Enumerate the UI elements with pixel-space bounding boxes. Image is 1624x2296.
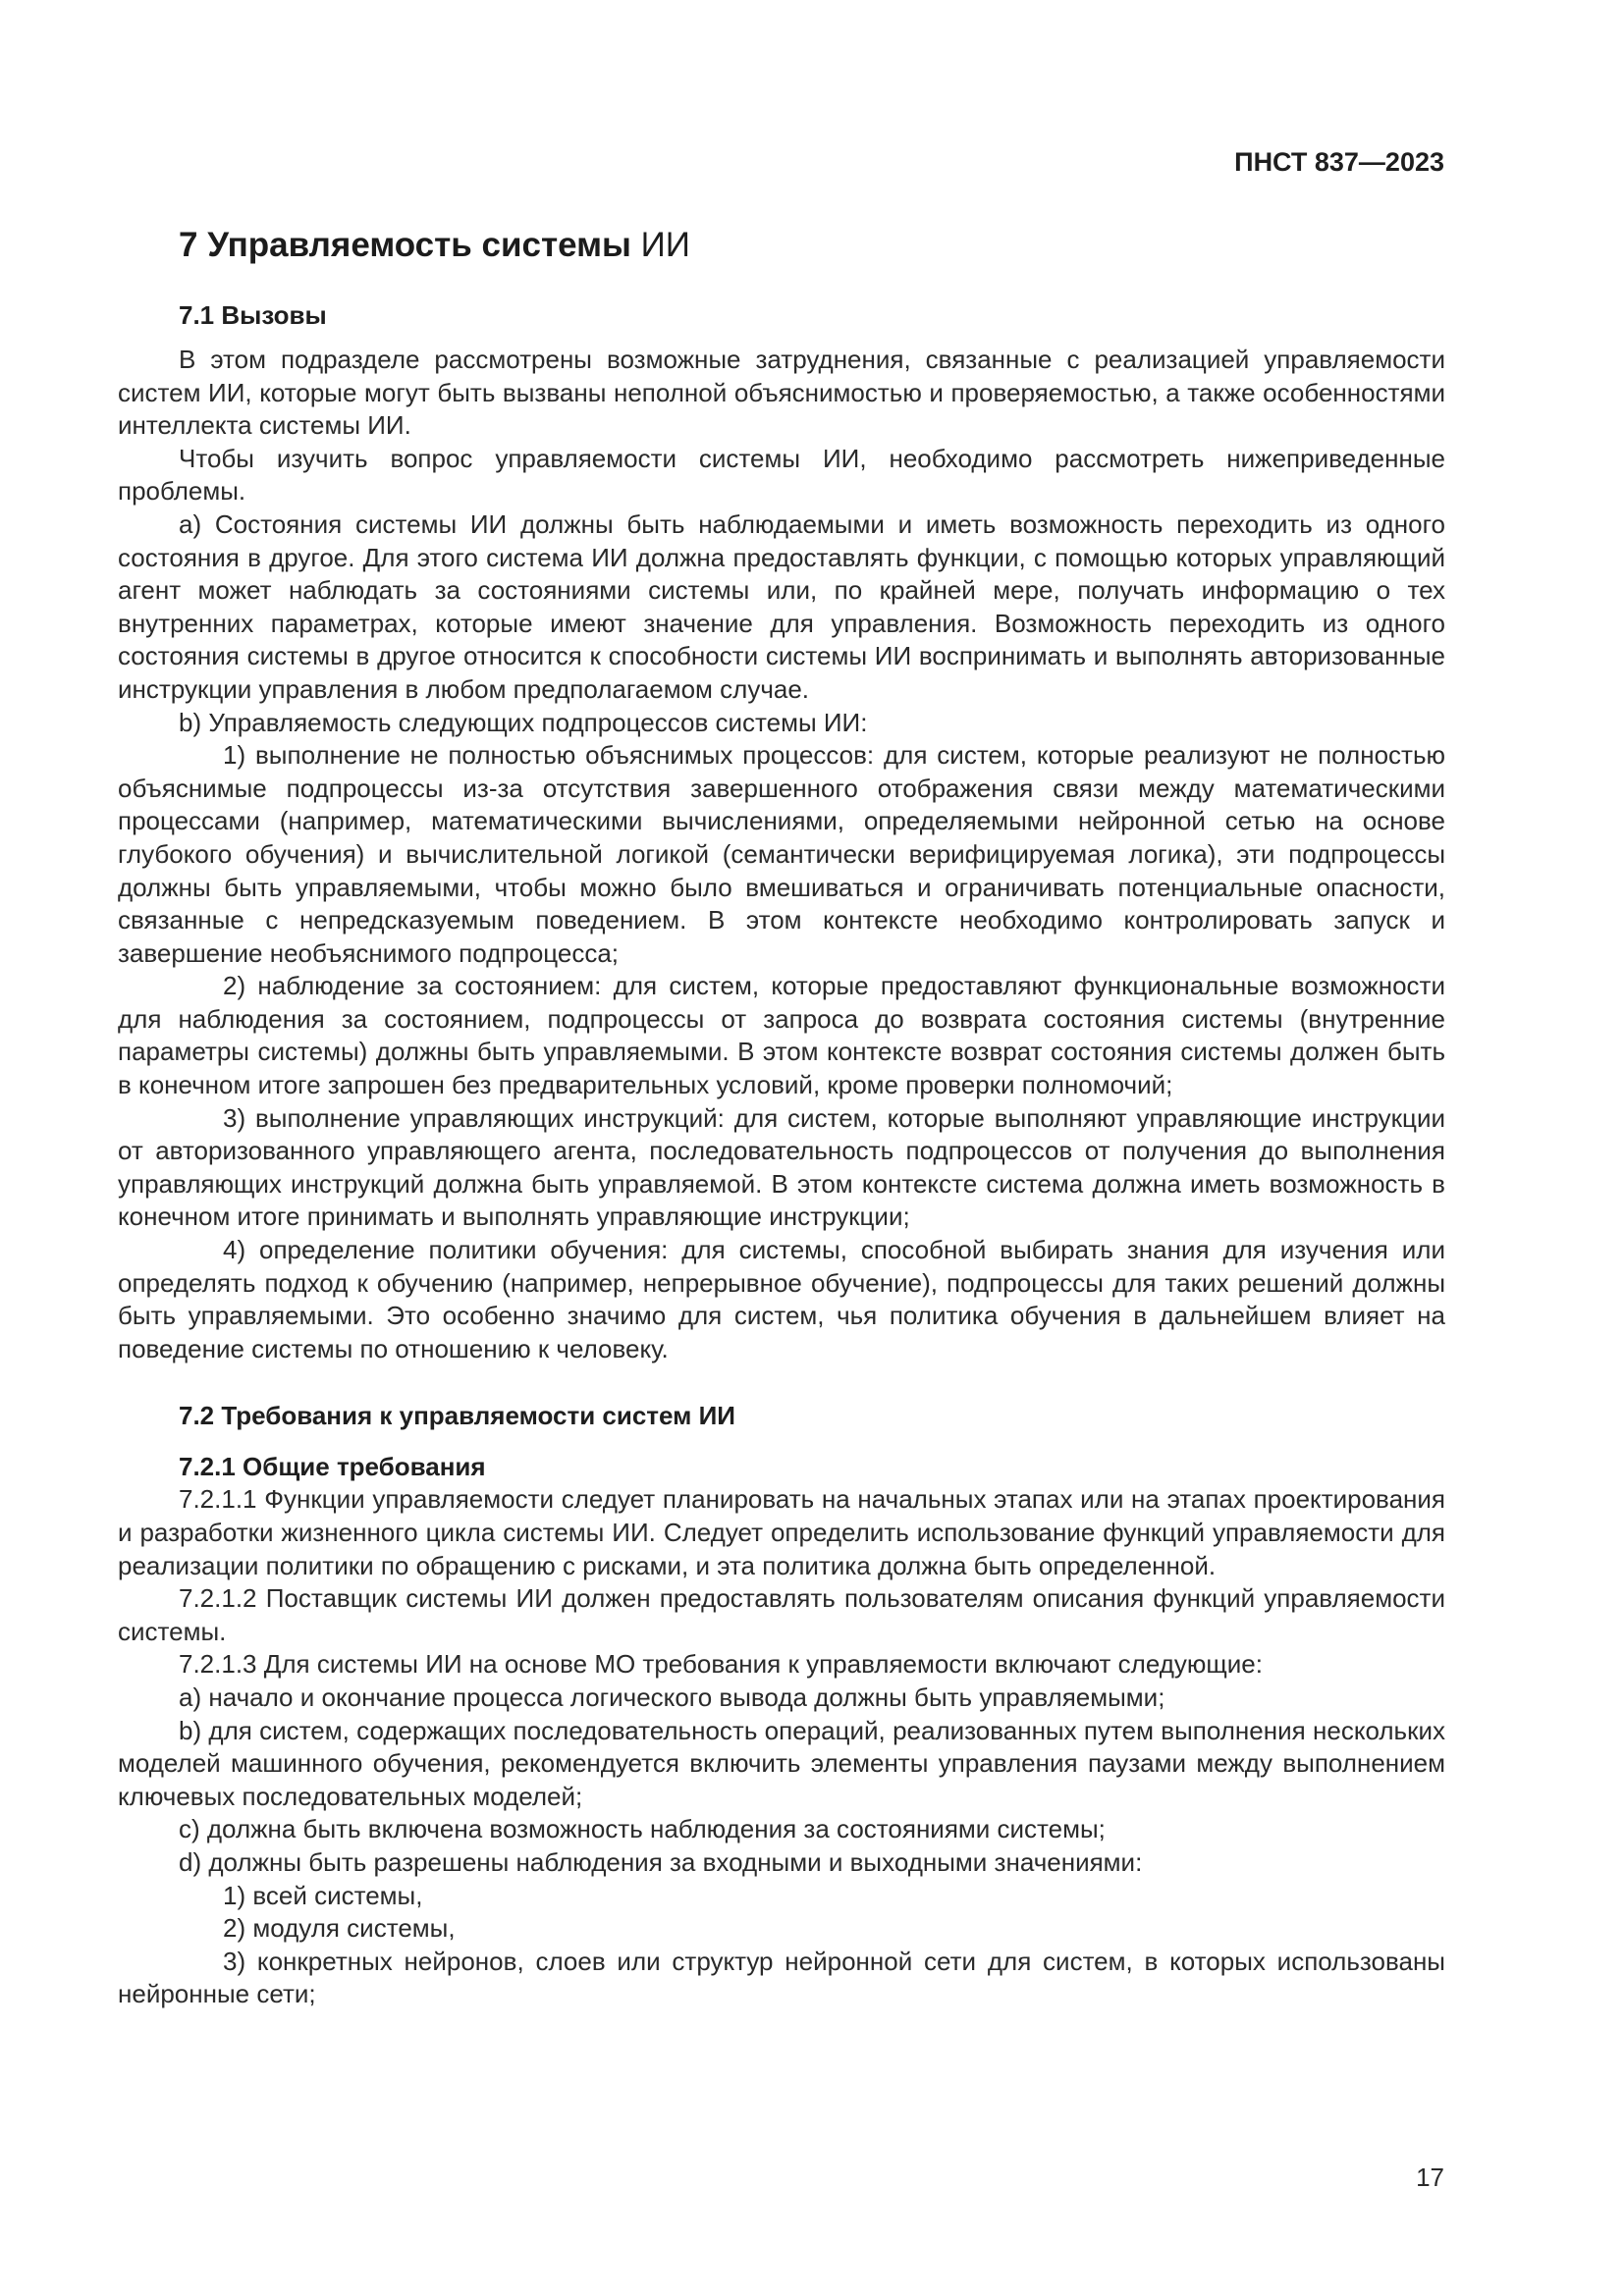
list-item-d3: 3) конкретных нейронов, слоев или структур нейронной сети для систем, в которых использованы нейронные сети; xyxy=(118,1946,1445,2009)
list-item-b: b) для систем, содержащих последовательность операций, реализованных путем выполнения нескольких моделей машинного обучения, рекомендуется включить элементы управления паузами между выполнением ключевых последовательных моделей; xyxy=(118,1715,1445,1811)
list-item-d1: 1) всей системы, xyxy=(223,1880,423,1910)
section-7-title-bold: 7 Управляемость системы xyxy=(179,226,631,264)
document-code: ПНСТ 837—2023 xyxy=(1234,147,1444,177)
section-7-title-rest: ИИ xyxy=(630,226,690,264)
paragraph-7-2-1-3: 7.2.1.3 Для системы ИИ на основе МО требования к управляемости включают следующие: xyxy=(179,1649,1263,1680)
section-7-title xyxy=(179,216,1445,275)
paragraph-7-2-1-1: 7.2.1.1 Функции управляемости следует планировать на начальных этапах или на этапах проектирования и разработки жизненного цикла системы ИИ. Следует определить использование функций управляемости для реализации политики по обращению с рисками, и эта политика должна быть определенной. xyxy=(118,1484,1445,1580)
list-item-b1: 1) выполнение не полностью объяснимых процессов: для систем, которые реализуют не полностью объяснимые подпроцессы из-за отсутствия завершенного отображения связи между математическими процессами (например, математическими вычислениями, определяемыми нейронной сетью на основе глубокого обучения) и вычислительной логикой (семантически верифицируемая логика), эти подпроцессы должны быть управляемыми, чтобы можно было вмешиваться и ограничивать потенциальные опасности, связанные с непредсказуемым поведением. В этом контексте необходимо контролировать запуск и завершение необъяснимого подпроцесса; xyxy=(118,740,1445,968)
list-item-b3: 3) выполнение управляющих инструкций: для систем, которые выполняют управляющие инструкции от авторизованного управляющего агента, последовательность подпроцессов от получения до выполнения управляющих инструкций должна быть управляемой. В этом контексте система должна иметь возможность в конечном итоге принимать и выполнять управляющие инструкции; xyxy=(118,1102,1445,1232)
list-item-b4: 4) определение политики обучения: для системы, способной выбирать знания для изучения или определять подход к обучению (например, непрерывное обучение), подпроцессы для таких решений должны быть управляемыми. Это особенно значимо для систем, чья политика обучения в дальнейшем влияет на поведение системы по отношению к человеку. xyxy=(118,1235,1445,1363)
page-number: 17 xyxy=(1416,2163,1444,2192)
section-7-1-title: 7.1 Вызовы xyxy=(179,300,327,330)
page-content xyxy=(118,216,1445,2011)
list-item-a: a) Состояния системы ИИ должны быть наблюдаемыми и иметь возможность переходить из одного состояния в другое. Для этого система ИИ должна предоставлять функции, с помощью которых управляющий агент может наблюдать за состояниями системы или, по крайней мере, получать информацию о тех внутренних параметрах, которые имеют значение для управления. Возможность переходить из одного состояния системы в другое относится к способности системы ИИ воспринимать и выполнять авторизованные инструкции управления в любом предполагаемом случае. xyxy=(118,508,1445,704)
paragraph: Чтобы изучить вопрос управляемости системы ИИ, необходимо рассмотреть нижеприведенные проблемы. xyxy=(118,443,1445,507)
section-7-2-1-title: 7.2.1 Общие требования xyxy=(179,1452,486,1482)
paragraph: В этом подразделе рассмотрены возможные затруднения, связанные с реализацией управляемости систем ИИ, которые могут быть вызваны неполной объяснимостью и проверяемостью, а также особенностями интеллекта системы ИИ. xyxy=(118,345,1445,441)
list-item-a: a) начало и окончание процесса логического вывода должны быть управляемыми; xyxy=(179,1682,1165,1712)
list-item-d2: 2) модуля системы, xyxy=(223,1913,456,1944)
list-item-b2: 2) наблюдение за состоянием: для систем, которые предоставляют функциональные возможности для наблюдения за состоянием, подпроцессы от запроса до возврата состояния системы (внутренние параметры системы) должны быть управляемыми. В этом контексте возврат состояния системы должен быть в конечном итоге запрошен без предварительных условий, кроме проверки полномочий; xyxy=(118,971,1445,1100)
section-7-2-title: 7.2 Требования к управляемости систем ИИ xyxy=(179,1401,735,1431)
paragraph-7-2-1-2: 7.2.1.2 Поставщик системы ИИ должен предоставлять пользователям описания функций управляемости системы. xyxy=(118,1583,1445,1646)
list-item-c: c) должна быть включена возможность наблюдения за состояниями системы; xyxy=(179,1814,1106,1844)
list-item-d: d) должны быть разрешены наблюдения за входными и выходными значениями: xyxy=(179,1846,1143,1877)
list-item-b: b) Управляемость следующих подпроцессов системы ИИ: xyxy=(179,707,868,737)
